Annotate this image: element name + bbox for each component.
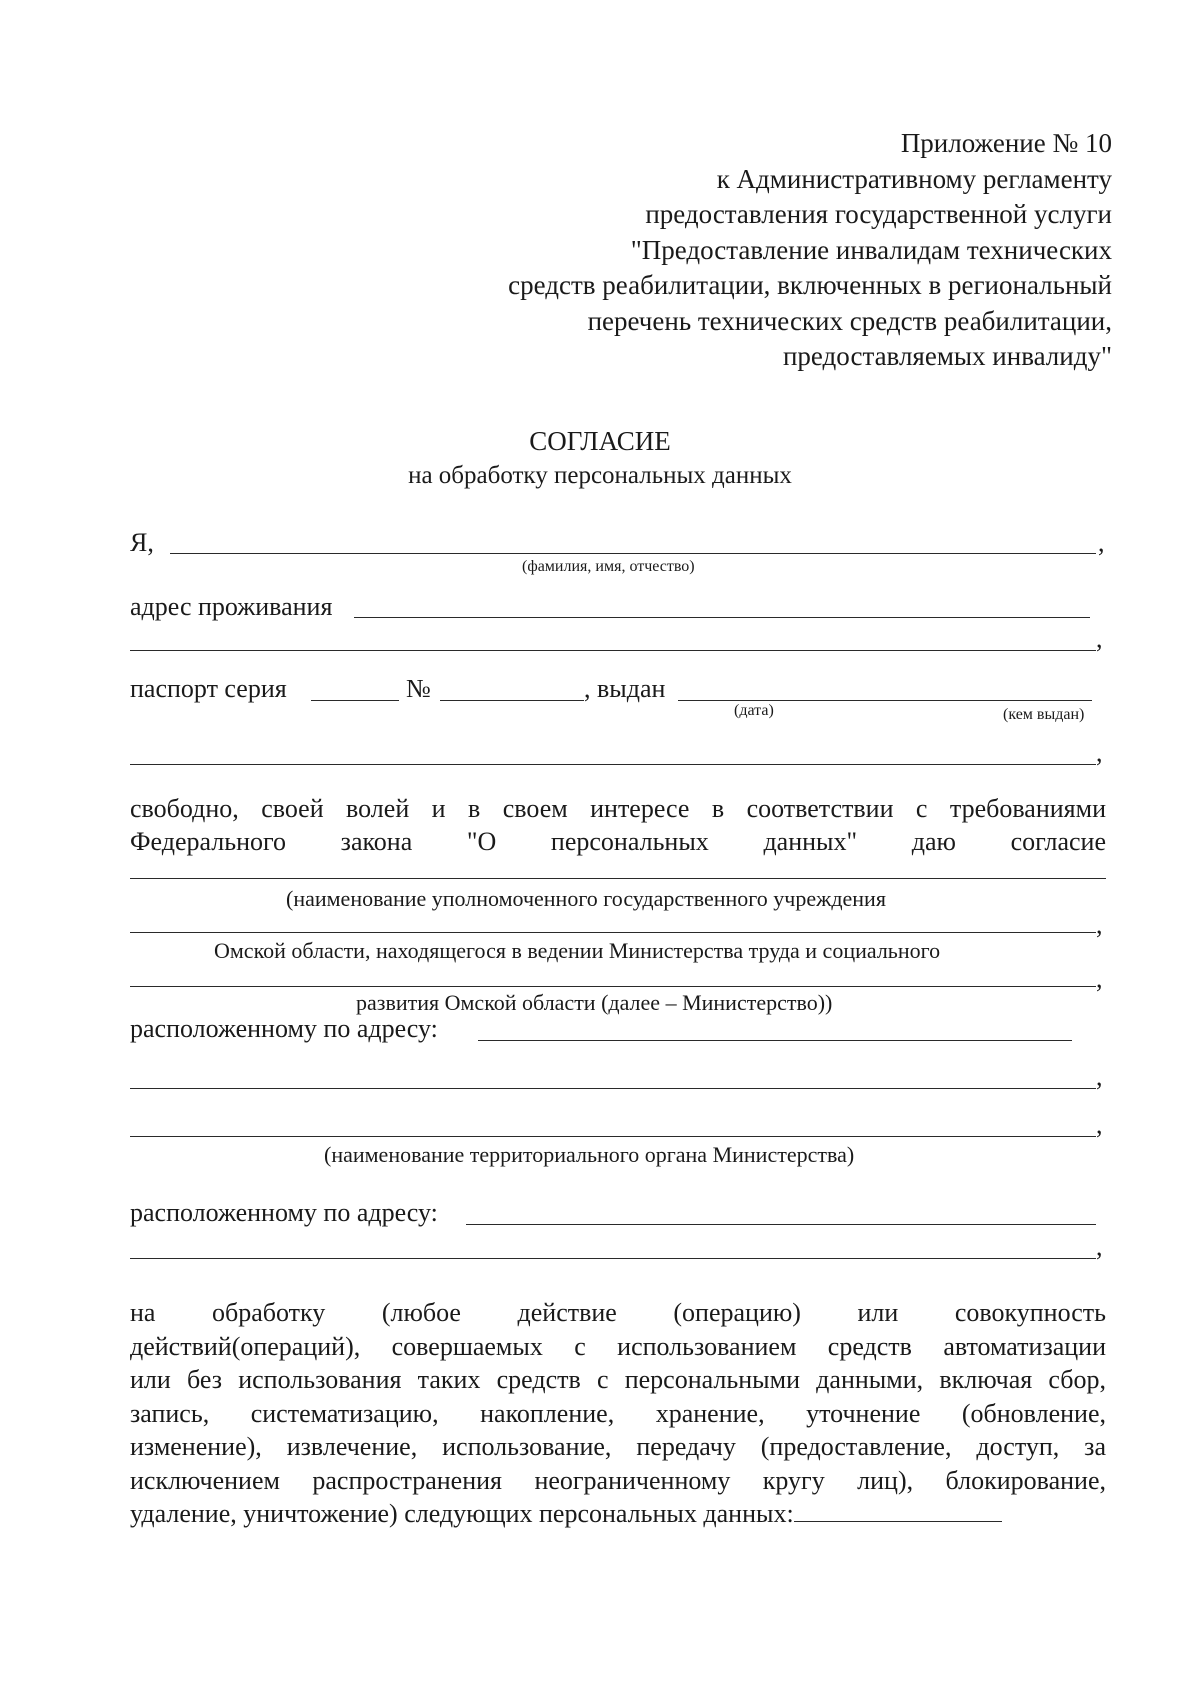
territorial-organ-caption: (наименование территориального органа Министерства): [324, 1142, 855, 1167]
header-line: предоставляемых инвалиду": [782, 341, 1112, 371]
passport-number-label: №: [406, 674, 431, 703]
line-comma: ,: [1096, 1110, 1103, 1139]
date-caption: (дата): [734, 702, 774, 719]
line-comma: ,: [1096, 624, 1103, 653]
territorial-address-field[interactable]: [466, 1224, 1096, 1225]
passport-series-field[interactable]: [311, 700, 399, 701]
appendix-header: [508, 126, 1112, 375]
header-line: к Административному регламенту: [716, 163, 1112, 194]
fio-caption: (фамилия, имя, отчество): [522, 558, 695, 575]
header-line: "Предоставление инвалидам технических: [630, 234, 1112, 265]
institution-field-3[interactable]: [130, 986, 1096, 987]
institution-field-2[interactable]: [130, 932, 1096, 933]
personal-data-field[interactable]: [794, 1497, 1002, 1522]
consent-line-2: Федерального закона "О персональных данных" даю согласие: [130, 827, 1106, 856]
line-comma: ,: [1098, 528, 1105, 557]
paragraph-line: на обработку (любое действие (операцию) или совокупность: [130, 1298, 1106, 1327]
territorial-address-field-continued[interactable]: [130, 1258, 1096, 1259]
line-comma: ,: [1096, 738, 1103, 767]
line-comma: ,: [1096, 1062, 1103, 1091]
institution-caption-3: развития Омской области (далее – Министерство)): [356, 990, 833, 1015]
paragraph-line: изменение), извлечение, использование, передачу (предоставление, доступ, за: [130, 1432, 1106, 1461]
paragraph-line: исключением распространения неограниченному кругу лиц), блокирование,: [130, 1465, 1106, 1495]
address-field-continued[interactable]: [130, 650, 1096, 651]
header-line: Приложение № 10: [900, 128, 1112, 158]
consent-line-1: свободно, своей волей и в своем интересе в соответствии с требованиями: [130, 794, 1106, 823]
institution-caption-2: Омской области, находящегося в ведении Министерства труда и социального: [214, 938, 941, 963]
address-field[interactable]: [354, 617, 1090, 618]
document-title: СОГЛАСИЕ: [529, 426, 671, 456]
institution-field[interactable]: [130, 878, 1106, 879]
passport-series-label: паспорт серия: [130, 674, 287, 703]
territorial-organ-field[interactable]: [130, 1136, 1096, 1137]
i-label: Я,: [130, 528, 154, 557]
processing-paragraph: [130, 1296, 1106, 1531]
header-line: средств реабилитации, включенных в региональный: [508, 270, 1112, 300]
passport-number-field[interactable]: [440, 700, 584, 701]
line-comma: ,: [1096, 964, 1103, 993]
location-address-field-continued[interactable]: [130, 1088, 1096, 1089]
issued-label: , выдан: [584, 674, 666, 703]
institution-caption-1: (наименование уполномоченного государственного учреждения: [286, 886, 886, 911]
address-label: адрес проживания: [130, 592, 333, 621]
header-line: предоставления государственной услуги: [645, 199, 1112, 229]
paragraph-last-line: [130, 1497, 1106, 1531]
issued-field[interactable]: [678, 700, 1092, 701]
header-line: перечень технических средств реабилитации,: [587, 305, 1112, 336]
issued-field-continued[interactable]: [130, 764, 1096, 765]
located-label: расположенному по адресу:: [130, 1014, 438, 1043]
located-label-2: расположенному по адресу:: [130, 1198, 438, 1227]
line-comma: ,: [1096, 910, 1103, 939]
issuer-caption: (кем выдан): [1003, 706, 1085, 723]
fio-field[interactable]: [170, 553, 1096, 554]
location-address-field[interactable]: [478, 1040, 1072, 1041]
paragraph-line: действий(операций), совершаемых с использованием средств автоматизации: [130, 1331, 1106, 1361]
paragraph-line: или без использования таких средств с персональными данными, включая сбор,: [130, 1365, 1106, 1394]
paragraph-line: удаление, уничтожение) следующих персональных данных:: [130, 1499, 794, 1528]
document-subtitle: на обработку персональных данных: [408, 462, 792, 489]
paragraph-line: запись, систематизацию, накопление, хранение, уточнение (обновление,: [130, 1398, 1106, 1428]
line-comma: ,: [1096, 1232, 1103, 1261]
